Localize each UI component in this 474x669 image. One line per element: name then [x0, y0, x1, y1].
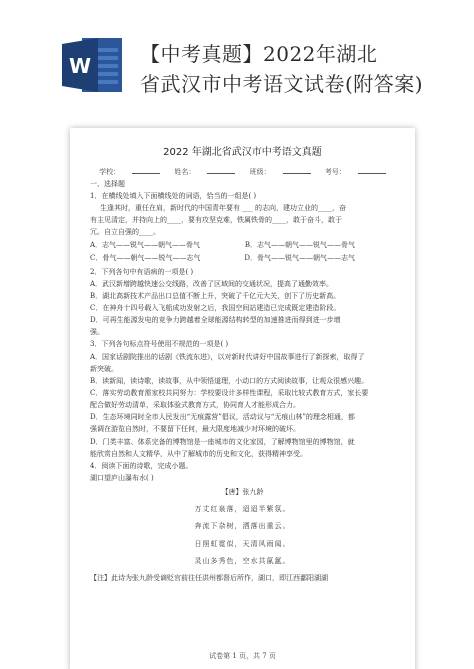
- id-blank: [358, 168, 386, 174]
- id-label: 考号：: [324, 167, 346, 176]
- student-info-line: [90, 167, 395, 177]
- option-line: D．门类丰富、体系完备的博物馆是一座城市的文化家园，了解博物馆里的博物馆，就: [90, 437, 355, 446]
- school-label: 学校：: [99, 167, 121, 176]
- options-row: [90, 253, 395, 263]
- school-blank: [132, 168, 160, 174]
- option-line: 能欣赏自然和人文精华，从中了解城市的历史和文化，获得精神享受。: [90, 449, 307, 458]
- section-heading: 一、选择题: [90, 179, 125, 188]
- document-preview-page: [70, 128, 415, 669]
- option-b: B．志气——朝气——锐气——骨气: [244, 241, 355, 250]
- option-line: 强。: [90, 328, 104, 337]
- word-logo-letter: W: [68, 54, 92, 78]
- option-d: D．骨气——锐气——朝气——志气: [244, 254, 355, 263]
- options-row: [90, 240, 395, 250]
- question-2: 2．下列各句中有语病的一项是( ): [90, 267, 194, 276]
- option-line: C．在神舟十四号载入飞船成功发射之后，我国空间站建造已完成既定建造阶段。: [90, 304, 341, 313]
- option-line: D．可再生能源发电的竞争力跨越着全球能源结构转型的加速推进而得到进一步增: [90, 316, 341, 325]
- passage-line: 有主见清定，并持向上的____，要有攻坚克难，铁属铁骨的____，敢于奋斗，敢于: [90, 216, 342, 225]
- name-label: 姓名：: [174, 167, 196, 176]
- poem-line: 奔流下杂树，洒落出重云。: [194, 522, 291, 531]
- option-line: 强调在游览自然时，不要留下任何，最大限度地减少对环境的破坏。: [90, 425, 300, 434]
- name-blank: [207, 168, 235, 174]
- question-4: 4．阅读下面的诗歌，完成小题。: [90, 461, 193, 470]
- poem-line: 万丈红泉落，迢迢半紫氛。: [194, 505, 291, 514]
- passage-line: 冗。自立自强的____。: [90, 228, 160, 237]
- class-label: 班级：: [249, 167, 271, 176]
- question-4-sub: 湖口望庐山瀑布水( ): [90, 474, 154, 483]
- passage-line: 生逢其时，重任在肩，新时代的中国青年要有 ___ 的志向，建功立业的____，奋: [100, 203, 346, 212]
- poem-note: 【注】此诗为张九龄受谪贬官前往任洪州都督后所作，湖口，即江西鄱阳湖湖: [90, 573, 328, 582]
- option-line: A．国家话剧院推出的话剧《铁流东进》，以对新时代讲好中国故事进行了新探索，取得了: [90, 352, 365, 361]
- question-3: 3．下列各句标点符号使用不规范的一项是( ): [90, 340, 229, 349]
- option-c: C．骨气——朝气——锐气——志气: [90, 254, 201, 263]
- question-1: 1．在横线处填入下面横线处的词语，恰当的一组是( ): [90, 191, 257, 200]
- class-blank: [283, 168, 311, 174]
- word-document-icon: [62, 34, 124, 96]
- poem-line: 灵山多秀色，空水共氤氲。: [194, 556, 291, 565]
- option-a: A．志气——锐气——朝气——骨气: [90, 241, 201, 250]
- page-footer: 试卷第 1 页，共 7 页: [209, 651, 276, 660]
- document-title: 2022 年湖北省武汉市中考语文真题: [163, 147, 322, 158]
- option-line: C．落实劳动教育需家校共同努力：学校要设计多样性课程，采取比较式教育方式，家长要: [90, 389, 369, 398]
- page-title-line-1: 【中考真题】2022年湖北: [140, 42, 378, 66]
- option-line: 新突破。: [90, 364, 118, 373]
- poem-line: 日照虹霓似，天清风雨闻。: [194, 539, 291, 548]
- option-line: B．读新闻，读诗歌，读故事，从中领悟道理，小动口的方式阅读故事，让观众很感兴趣。: [90, 376, 369, 385]
- option-line: D．生态环境同时全市人民发出“无痕露营”倡议，活动议与“无痕山林”的理念相通，都: [90, 413, 355, 422]
- header-banner: [0, 0, 474, 110]
- option-line: A．武汉新增跨越快速公交线路，改善了区域间的交通状况，提高了通勤效率。: [90, 279, 334, 288]
- option-line: B．湖北高新技术产品出口总值不断上升，突破了千亿元大关，创下了历史新高。: [90, 291, 341, 300]
- option-line: 配合做好劳动清单，采取体验式教育方式，协同育人才能形成合力。: [90, 401, 300, 410]
- poem-author: 【唐】张九龄: [221, 488, 264, 497]
- page-title-line-2: 省武汉市中考语文试卷(附答案): [140, 72, 424, 96]
